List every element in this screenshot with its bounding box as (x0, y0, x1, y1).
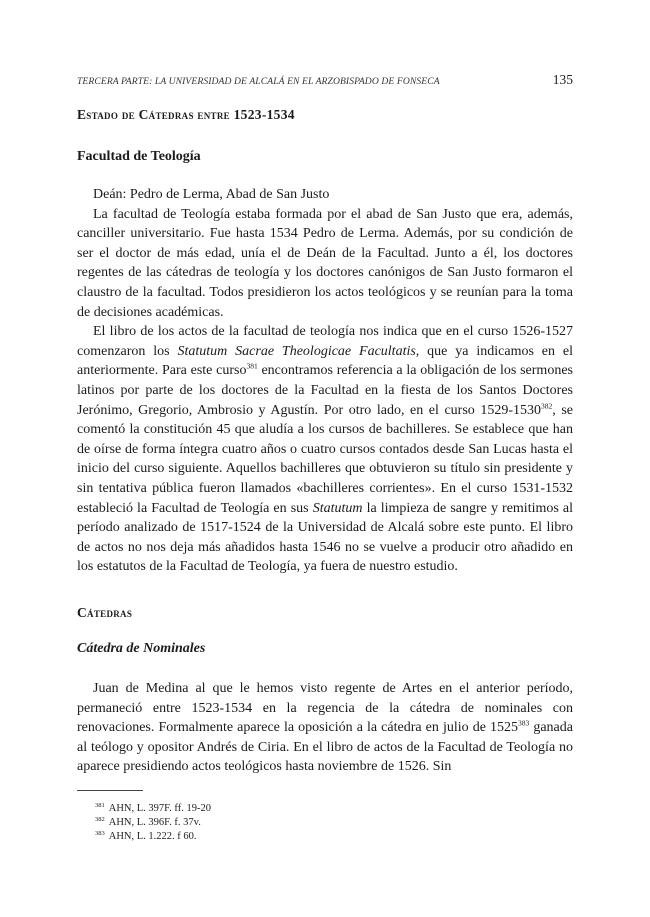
section-heading-catedras: Cátedras (77, 605, 133, 620)
footnote-ref-382: 382 (541, 400, 553, 410)
page-number: 135 (552, 72, 573, 87)
footnote-ref-383: 383 (518, 718, 530, 728)
section-heading-estado: Estado de Cátedras entre 1523-1534 (77, 107, 295, 122)
running-title: TERCERA PARTE: LA UNIVERSIDAD DE ALCALÁ EN EL ARZOBISPADO DE FONSECA (77, 76, 440, 87)
footnote-381: $^{381}$ AHN, L. 397F. ff. 19-20 (95, 801, 211, 814)
paragraph-facultad: La facultad de Teología estaba formada por el abad de San Justo que era, además, canciller universitario. Fue hasta 1534 Pedro de Lerma. Además, por su condición de ser el doctor de más edad, unía el de Deán de la Facultad. Junto a él, los doctores regentes de las cátedras de teología y los doctores canónigos de San Justo formaron el claustro de la facultad. Todos presidieron los actos teológicos y se reunían para la toma de decisiones académicas. (77, 206, 573, 320)
footnote-ref-381: 381 (246, 361, 258, 371)
paragraph-libro-actos: El libro de los actos de la facultad de teología nos indica que en el curso 1526-1527 comenzaron los Statutum Sacrae Theologicae Facultatis, que ya indicamos en el anteriormente. Para este curso$^{381}$ encontramos referencia a la obligación de los sermones latinos por parte de los doctores de la Facultad en la fiesta de los Santos Doctores Jerónimo, Gregorio, Ambrosio y Agustín. Por otro lado, en el curso 1529-1530$^{382}$, se comentó la constitución 45 que aludía a los cursos de bachilleres. Se establece que han de oírse de forma íntegra cuatro años o cuatro cursos contados desde San Lucas hasta el inicio del curso siguiente. Aquellos bachilleres que obtuvieron su título sin presidente y sin tentativa pública fueron llamados «bachilleres corrientes». En el curso 1531-1532 estableció la Facultad de Teología en sus Statutum la limpieza de sangre y remitimos al período analizado de 1517-1524 de la Universidad de Alcalá sobre este punto. El libro de actos no nos deja más añadidos hasta 1546 no se vuelve a producir otro añadido en los estatutos de la Facultad de Teología, ya fuera de nuestro estudio. (77, 324, 574, 575)
body-section-2 (77, 679, 573, 777)
paragraph-juan-medina: Juan de Medina al que le hemos visto regente de Artes en el anterior período, permaneció entre 1523-1534 en la regencia de la cátedra de nominales con renovaciones. Formalmente aparece la oposición a la cátedra en julio de 1525$^{383}$ ganada al teólogo y opositor Andrés de Ciria. En el libro de actos de la Facultad de Teología no aparece presidiendo actos teológicos hasta noviembre de 1526. Sin (77, 681, 573, 775)
footnotes (95, 802, 211, 844)
subheading-facultad-teologia: Facultad de Teología (77, 149, 201, 164)
paragraph-dean: Deán: Pedro de Lerma, Abad de San Justo (93, 187, 330, 202)
footnote-383: $^{383}$ AHN, L. 1.222. f 60. (95, 829, 197, 842)
statutum-word: Statutum (312, 500, 363, 516)
running-header (77, 72, 573, 88)
statutum-title: Statutum Sacrae Theologicae Facultatis, (177, 343, 420, 359)
footnote-rule (77, 790, 143, 791)
body-section-1 (77, 185, 573, 577)
footnote-382: $^{382}$ AHN, L. 396F. f. 37v. (95, 815, 201, 828)
subheading-catedra-nominales: Cátedra de Nominales (77, 641, 206, 656)
